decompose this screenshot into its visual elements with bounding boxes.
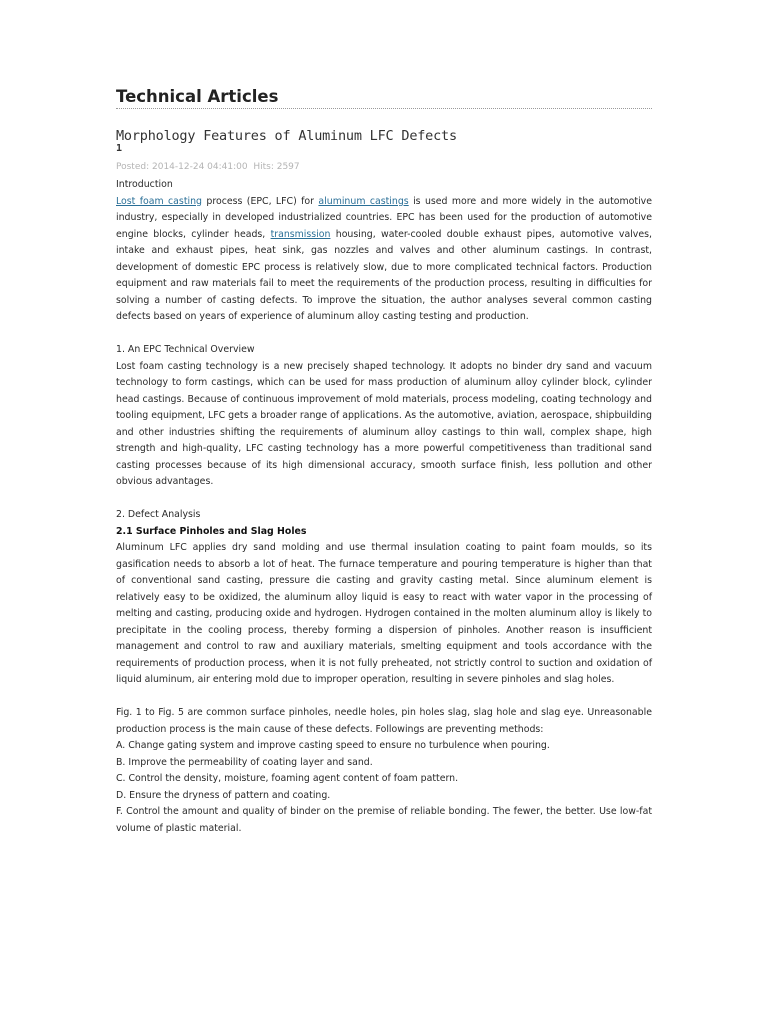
article-meta (116, 160, 652, 174)
section-title: Technical Articles (116, 87, 279, 106)
article-page (116, 86, 652, 837)
section-2-1-heading: 2.1 Surface Pinholes and Slag Holes (116, 525, 307, 537)
method-item: F. Control the amount and quality of binder on the premise of reliable bonding. The fewer, the better. Use low-fat volume of plastic material. (116, 806, 652, 834)
method-item: D. Ensure the dryness of pattern and coating. (116, 789, 331, 801)
intro-text-2: is used more and more widely in the automotive industry, especially in developed industrialized countries. EPC has been used for the production of automotive engine blocks, cylinder heads, (116, 195, 653, 240)
intro-text-3: housing, water-cooled double exhaust pipes, automotive valves, intake and exhaust pipes, heat sink, gas nozzles and valves and other aluminum castings. In contrast, development of domestic EPC process is relatively slow, due to more complicated technical factors. Production equipment and raw materials fail to meet the requirements of the production process, resulting in difficulties for solving a number of casting defects. To improve the situation, the author analyses several common casting defects based on years of experience of aluminum alloy casting testing and production. (116, 228, 652, 322)
article-body (116, 177, 652, 837)
intro-text-1: process (EPC, LFC) for (202, 195, 319, 207)
hits-count: 2597 (276, 162, 300, 172)
aluminum-castings-link[interactable]: aluminum castings (318, 195, 409, 207)
paragraph-gap (116, 689, 652, 706)
intro-heading: Introduction (116, 179, 173, 190)
posted-date: 2014-12-24 04:41:00 (152, 162, 248, 172)
section-divider (116, 108, 652, 109)
section-2-heading: 2. Defect Analysis (116, 509, 201, 520)
section-2-1-paragraph: Aluminum LFC applies dry sand molding and use thermal insulation coating to paint foam moulds, so its gasification needs to absorb a lot of heat. The furnace temperature and pouring temperature is higher than that of conventional sand casting, pressure die casting and gravity casting metal. Since aluminum element is relatively easy to be oxidized, the aluminum alloy liquid is easy to react with water vapor in the processing of melting and casting, producing oxide and hydrogen. Hydrogen contained in the molten aluminum alloy is likely to precipitate in the cooling process, thereby forming a dispersion of pinholes. Another reason is insufficient management and control to raw and auxiliary materials, smelting equipment and tools accordance with the requirements of production process, when it is not fully preheated, not strictly control to suction and oxidation of liquid aluminum, air entering mold due to improper operation, resulting in severe pinholes and slag holes. (116, 542, 652, 685)
method-item: C. Control the density, moisture, foaming agent content of foam pattern. (116, 773, 459, 784)
hits-label: Hits: (253, 162, 274, 172)
paragraph-gap (116, 491, 652, 508)
lost-foam-casting-link[interactable]: Lost foam casting (116, 195, 202, 207)
posted-label: Posted: (116, 162, 150, 172)
method-item: B. Improve the permeability of coating layer and sand. (116, 756, 373, 768)
transmission-link[interactable]: transmission (270, 228, 331, 240)
intro-paragraph (116, 194, 652, 326)
method-item: A. Change gating system and improve casting speed to ensure no turbulence when pouring. (116, 740, 550, 751)
article-title-number: 1 (116, 143, 123, 154)
section-1-heading: 1. An EPC Technical Overview (116, 344, 255, 355)
paragraph-gap (116, 326, 652, 343)
section-1-paragraph: Lost foam casting technology is a new precisely shaped technology. It adopts no binder dry sand and vacuum technology to form castings, which can be used for mass production of aluminum alloy cylinder block, cylinder head castings. Because of continuous improvement of mold materials, process modeling, coating technology and tooling equipment, LFC gets a broader range of applications. As the automotive, aviation, aerospace, shipbuilding and other industries shifting the requirements of aluminum alloy castings to thin wall, complex shape, high strength and high-quality, LFC casting technology has a more powerful competitiveness than traditional sand casting processes because of its high dimensional accuracy, smooth surface finish, less pollution and other obvious advantages. (116, 360, 652, 487)
article-title: Morphology Features of Aluminum LFC Defects (116, 128, 457, 144)
figures-paragraph: Fig. 1 to Fig. 5 are common surface pinholes, needle holes, pin holes slag, slag hole and slag eye. Unreasonable production process is the main cause of these defects. Followings are preventing methods: (116, 707, 652, 735)
